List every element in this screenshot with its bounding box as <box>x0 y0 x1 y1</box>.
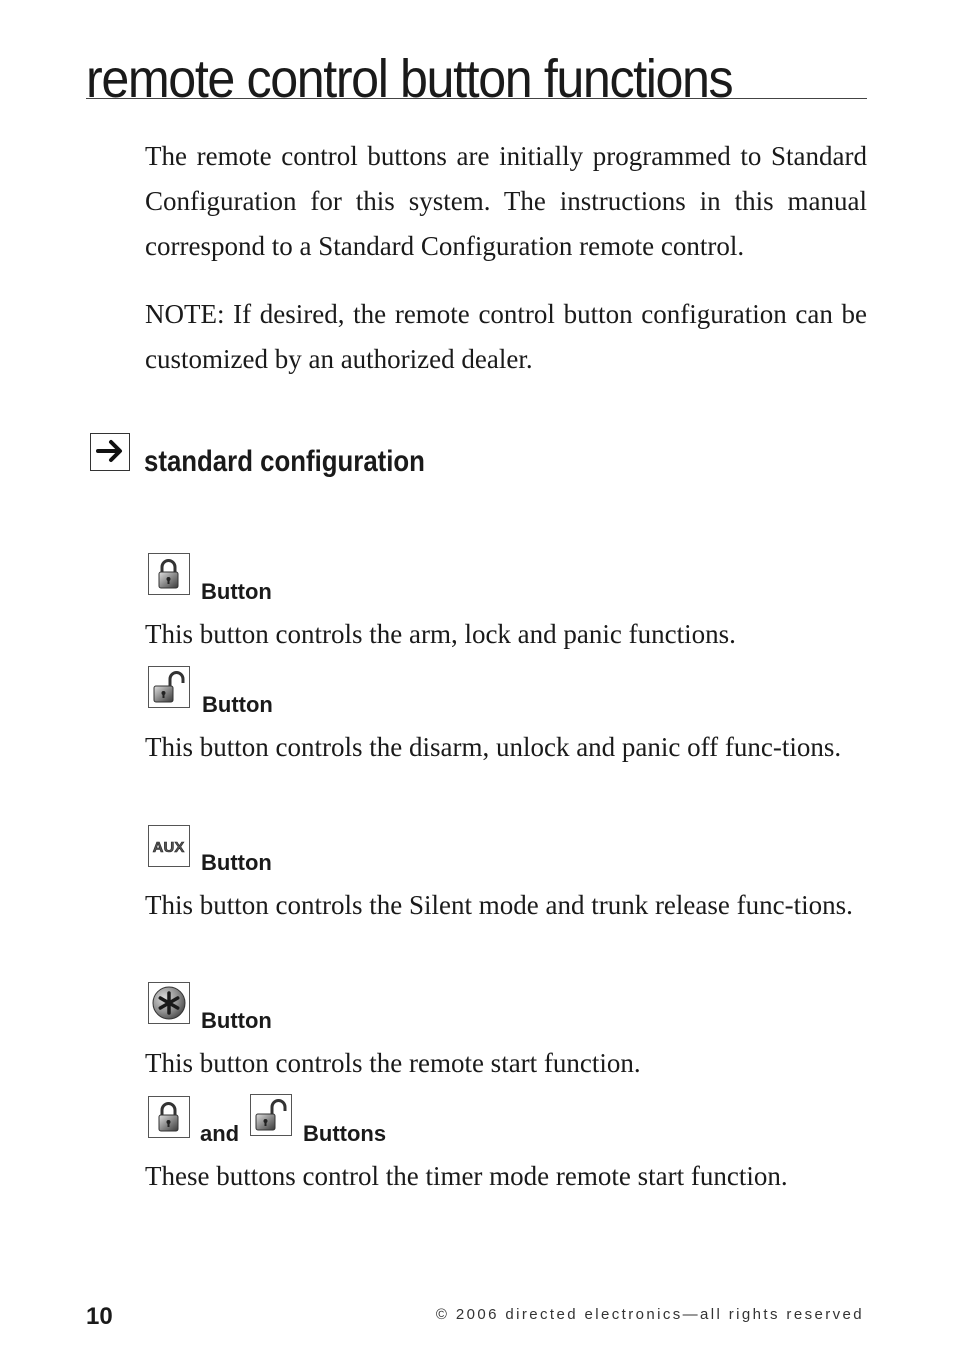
note-paragraph: NOTE: If desired, the remote control button configuration can be customized by an authorized dealer. <box>145 299 867 374</box>
aux-icon <box>148 825 190 867</box>
asterisk-icon <box>148 982 190 1024</box>
intro-paragraph: The remote control buttons are initially programmed to Standard Configuration for this system. The instructions in this manual correspond to a Standard Configuration remote control. <box>145 141 867 261</box>
combo-buttons-label: Buttons <box>303 1121 387 1146</box>
section-heading: standard configuration <box>144 445 425 478</box>
lock-icon <box>148 553 190 595</box>
arrow-right-icon <box>90 433 130 471</box>
asterisk-button-description: This button controls the remote start function. <box>145 1048 641 1078</box>
lock-button-label: Button <box>201 579 272 604</box>
combo-buttons-description: These buttons control the timer mode remote start function. <box>145 1161 788 1191</box>
title-rule <box>86 98 867 99</box>
unlock-button-description: This button controls the disarm, unlock and panic off func-tions. <box>145 732 842 762</box>
page-title: remote control button functions <box>86 49 733 109</box>
lock-button-description: This button controls the arm, lock and panic functions. <box>145 619 736 649</box>
aux-button-description: This button controls the Silent mode and trunk release func-tions. <box>145 890 853 920</box>
combo-connector: and <box>200 1121 240 1146</box>
page-number: 10 <box>86 1303 113 1330</box>
asterisk-button-label: Button <box>201 1008 272 1033</box>
unlock-button-label: Button <box>202 692 273 717</box>
lock-icon <box>148 1096 190 1138</box>
unlock-icon <box>148 666 190 708</box>
copyright-notice: © 2006 directed electronics—all rights reserved <box>435 1306 864 1323</box>
aux-button-label: Button <box>201 850 272 875</box>
unlock-icon <box>250 1094 292 1136</box>
svg-text:AUX: AUX <box>152 839 185 856</box>
